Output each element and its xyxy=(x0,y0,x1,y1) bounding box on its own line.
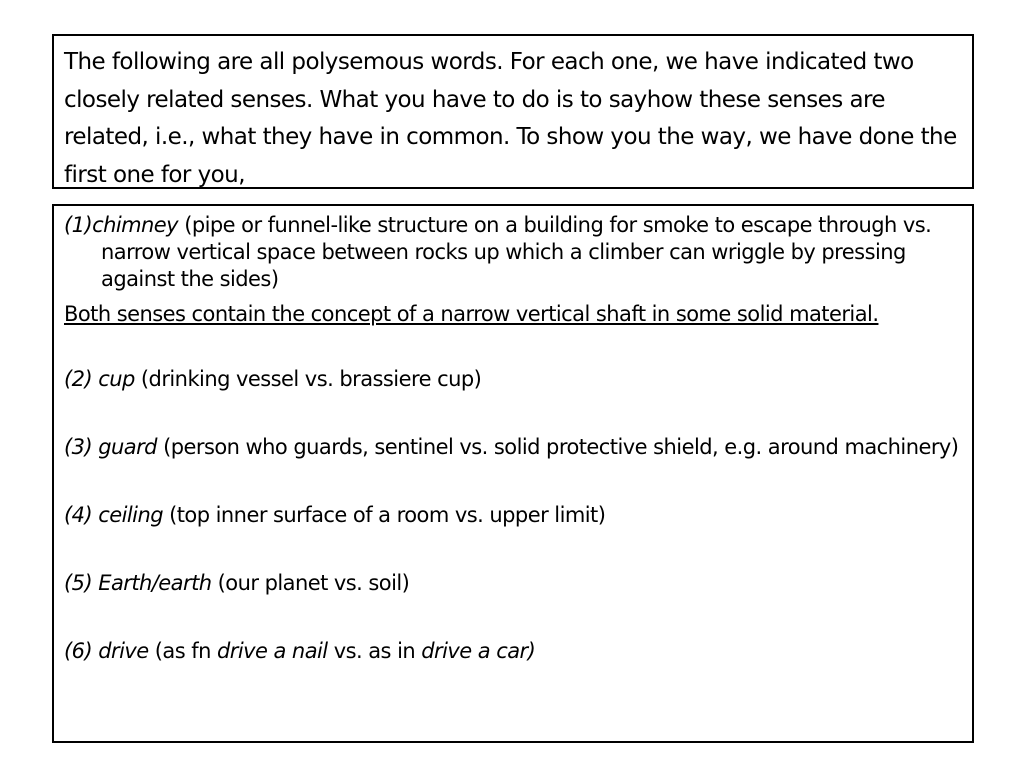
item-3-word: (3) guard xyxy=(64,435,157,459)
item-1-description: (pipe or funnel-like structure on a building for smoke to escape through vs. narrow vertical space between rocks up which a climber can wriggle by pressing against the sides) xyxy=(101,213,932,291)
spacer xyxy=(64,600,962,634)
item-6-word: (6) drive xyxy=(64,639,149,663)
item-1-answer: Both senses contain the concept of a narrow vertical shaft in some solid material. xyxy=(64,302,879,326)
item-6-drive xyxy=(64,634,962,668)
item-6-example-2: drive a car) xyxy=(421,639,536,663)
spacer xyxy=(64,328,962,362)
item-4-word: (4) ceiling xyxy=(64,503,163,527)
item-2-cup xyxy=(64,362,962,396)
item-5-word: (5) Earth/earth xyxy=(64,571,212,595)
item-1-word: (1)chimney xyxy=(64,213,179,237)
item-6-description-part-2: vs. as in xyxy=(327,639,422,663)
item-5-description: (our planet vs. soil) xyxy=(211,571,410,595)
item-3-guard xyxy=(64,430,962,464)
spacer xyxy=(64,396,962,430)
item-1-chimney xyxy=(64,212,962,293)
spacer xyxy=(64,532,962,566)
item-2-word: (2) cup xyxy=(64,367,135,391)
item-3-description: (person who guards, sentinel vs. solid protective shield, e.g. around machinery) xyxy=(156,435,959,459)
item-6-example-1: drive a nail xyxy=(216,639,328,663)
item-5-earth xyxy=(64,566,962,600)
instructions-text: The following are all polysemous words. For each one, we have indicated two closely related senses. What you have to do is to sayhow these senses are related, i.e., what they have in common. To show you the way, we have done the first one for you, xyxy=(64,49,957,188)
item-4-description: (top inner surface of a room vs. upper limit) xyxy=(162,503,606,527)
item-4-ceiling xyxy=(64,498,962,532)
instructions-box xyxy=(52,34,974,189)
item-2-description: (drinking vessel vs. brassiere cup) xyxy=(134,367,482,391)
spacer xyxy=(64,464,962,498)
item-6-description-part-1: (as fn xyxy=(148,639,217,663)
exercise-items-box xyxy=(52,204,974,743)
